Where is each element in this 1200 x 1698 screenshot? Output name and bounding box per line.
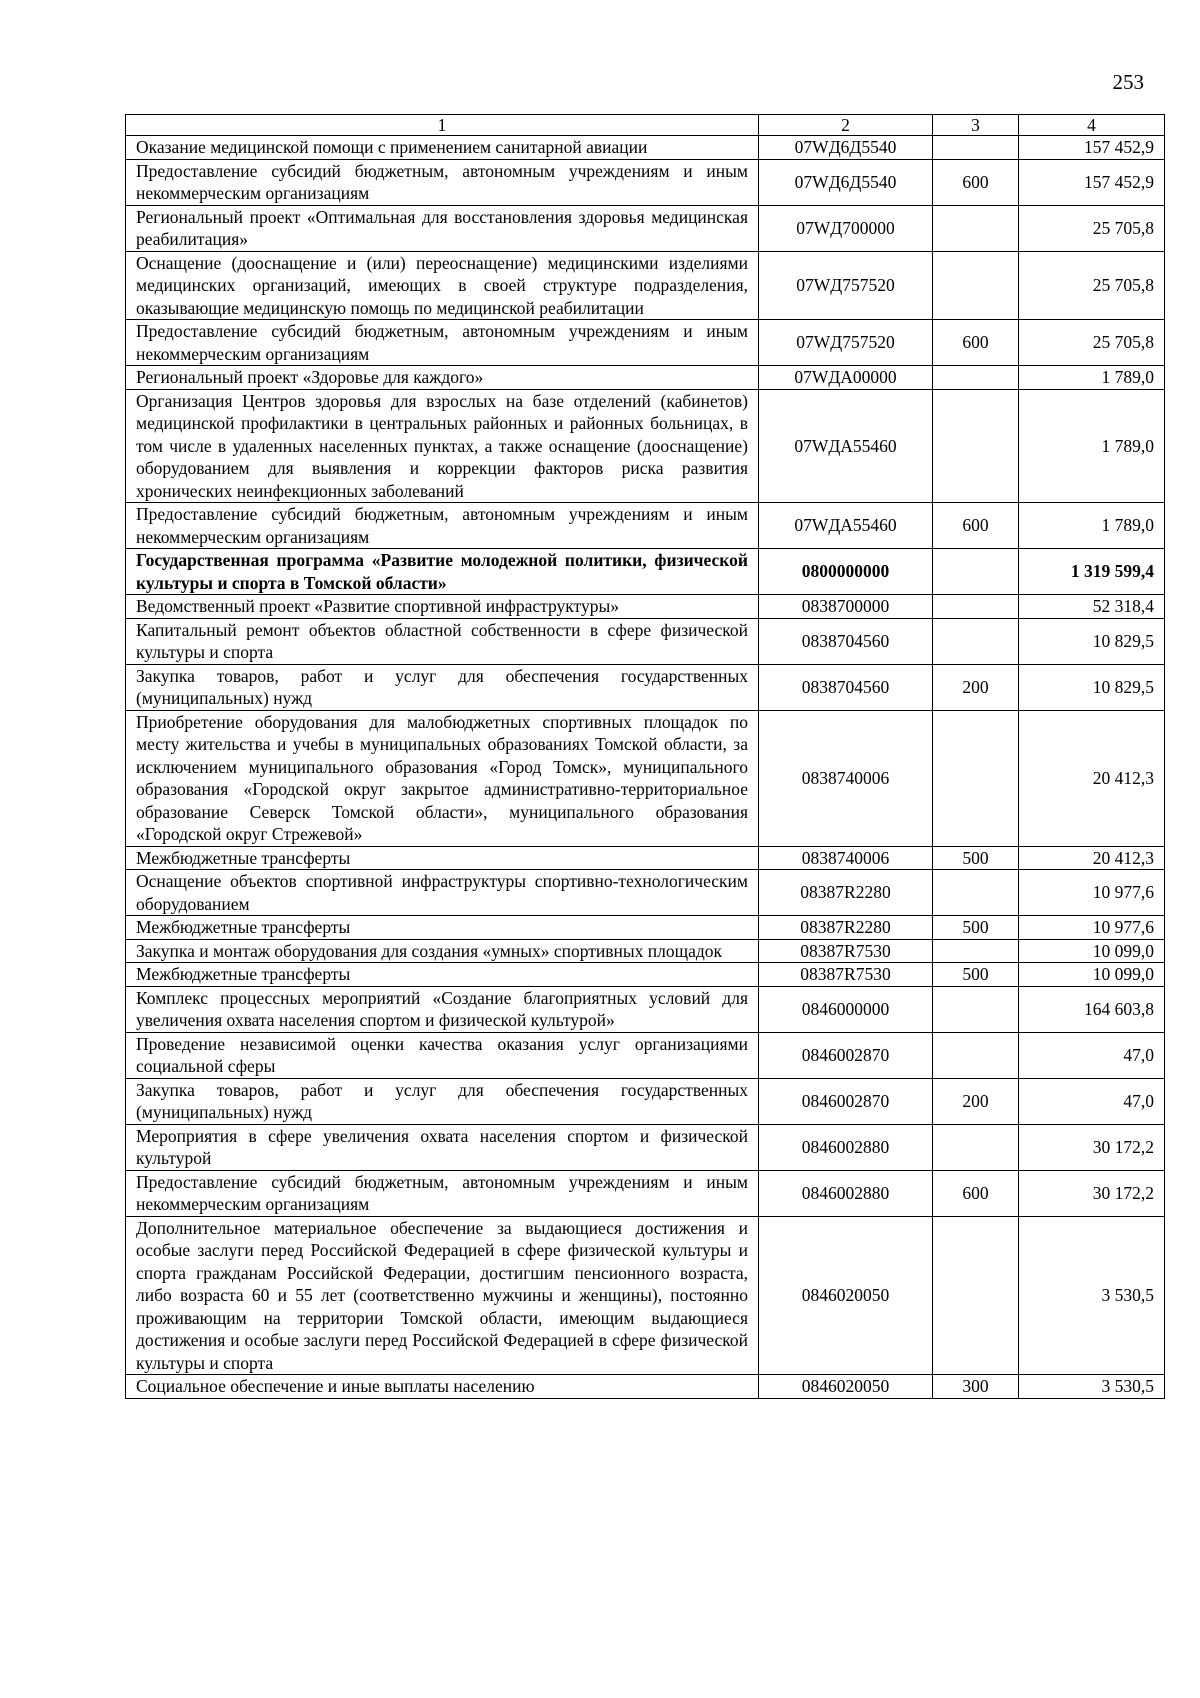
row-code-cell: 07WДА55460 bbox=[759, 503, 933, 549]
row-code-cell: 0846002880 bbox=[759, 1170, 933, 1216]
row-code-cell: 0846000000 bbox=[759, 986, 933, 1032]
row-name-cell: Предоставление субсидий бюджетным, автономным учреждениям и иным некоммерческим организациям bbox=[126, 159, 759, 205]
row-amount-cell: 10 099,0 bbox=[1019, 963, 1165, 987]
row-type-cell bbox=[933, 549, 1019, 595]
row-code-cell: 0846020050 bbox=[759, 1216, 933, 1375]
row-type-cell bbox=[933, 389, 1019, 503]
row-type-cell bbox=[933, 136, 1019, 160]
row-amount-cell: 1 789,0 bbox=[1019, 503, 1165, 549]
row-name-cell: Предоставление субсидий бюджетным, автономным учреждениям и иным некоммерческим организациям bbox=[126, 503, 759, 549]
row-type-cell bbox=[933, 595, 1019, 619]
row-name-cell: Межбюджетные трансферты bbox=[126, 916, 759, 940]
row-type-cell bbox=[933, 1216, 1019, 1375]
table-row bbox=[126, 389, 1165, 503]
row-type-cell: 600 bbox=[933, 503, 1019, 549]
row-type-cell: 500 bbox=[933, 963, 1019, 987]
row-type-cell bbox=[933, 1124, 1019, 1170]
row-name-cell: Государственная программа «Развитие молодежной политики, физической культуры и спорта в Томской области» bbox=[126, 549, 759, 595]
table-row bbox=[126, 320, 1165, 366]
row-type-cell: 600 bbox=[933, 1170, 1019, 1216]
table-row bbox=[126, 916, 1165, 940]
row-type-cell bbox=[933, 870, 1019, 916]
row-name-cell: Организация Центров здоровья для взрослых на базе отделений (кабинетов) медицинской профилактики в центральных районных и районных больницах, в том числе в удаленных населенных пунктах, а также оснащение (дооснащение) оборудованием для выявления и коррекции факторов риска развития хронических неинфекционных заболеваний bbox=[126, 389, 759, 503]
row-name-cell: Региональный проект «Оптимальная для восстановления здоровья медицинская реабилитация» bbox=[126, 205, 759, 251]
table-row bbox=[126, 205, 1165, 251]
row-name-cell: Дополнительное материальное обеспечение за выдающиеся достижения и особые заслуги перед Российской Федерацией в сфере физической культуры и спорта гражданам Российской Федерации, достигшим пенсионного возраста, либо возраста 60 и 55 лет (соответственно мужчины и женщины), постоянно проживающим на территории Томской области, имеющим выдающиеся достижения и особые заслуги перед Российской Федерацией в сфере физической культуры и спорта bbox=[126, 1216, 759, 1375]
row-amount-cell: 1 319 599,4 bbox=[1019, 549, 1165, 595]
row-amount-cell: 3 530,5 bbox=[1019, 1216, 1165, 1375]
row-code-cell: 0838740006 bbox=[759, 846, 933, 870]
row-name-cell: Ведомственный проект «Развитие спортивной инфраструктуры» bbox=[126, 595, 759, 619]
row-code-cell: 0846020050 bbox=[759, 1375, 933, 1399]
row-name-cell: Региональный проект «Здоровье для каждого» bbox=[126, 366, 759, 390]
row-amount-cell: 20 412,3 bbox=[1019, 710, 1165, 846]
row-type-cell bbox=[933, 710, 1019, 846]
table-row bbox=[126, 366, 1165, 390]
table-row bbox=[126, 986, 1165, 1032]
row-code-cell: 07WДА55460 bbox=[759, 389, 933, 503]
row-name-cell: Комплекс процессных мероприятий «Создание благоприятных условий для увеличения охвата населения спортом и физической культурой» bbox=[126, 986, 759, 1032]
table-row bbox=[126, 1170, 1165, 1216]
row-name-cell: Мероприятия в сфере увеличения охвата населения спортом и физической культурой bbox=[126, 1124, 759, 1170]
row-type-cell bbox=[933, 205, 1019, 251]
table-row bbox=[126, 503, 1165, 549]
row-amount-cell: 164 603,8 bbox=[1019, 986, 1165, 1032]
row-amount-cell: 157 452,9 bbox=[1019, 136, 1165, 160]
row-code-cell: 07WД700000 bbox=[759, 205, 933, 251]
table-row bbox=[126, 963, 1165, 987]
row-code-cell: 0846002870 bbox=[759, 1032, 933, 1078]
table-row bbox=[126, 846, 1165, 870]
row-code-cell: 0800000000 bbox=[759, 549, 933, 595]
row-type-cell: 500 bbox=[933, 916, 1019, 940]
row-name-cell: Оснащение объектов спортивной инфраструктуры спортивно-технологическим оборудованием bbox=[126, 870, 759, 916]
row-name-cell: Предоставление субсидий бюджетным, автономным учреждениям и иным некоммерческим организациям bbox=[126, 1170, 759, 1216]
table-header-row bbox=[126, 115, 1165, 136]
row-amount-cell: 25 705,8 bbox=[1019, 205, 1165, 251]
row-code-cell: 0838700000 bbox=[759, 595, 933, 619]
table-row bbox=[126, 1124, 1165, 1170]
table-row bbox=[126, 1216, 1165, 1375]
row-amount-cell: 47,0 bbox=[1019, 1078, 1165, 1124]
row-amount-cell: 25 705,8 bbox=[1019, 320, 1165, 366]
row-type-cell: 200 bbox=[933, 1078, 1019, 1124]
row-amount-cell: 157 452,9 bbox=[1019, 159, 1165, 205]
row-name-cell: Межбюджетные трансферты bbox=[126, 846, 759, 870]
row-code-cell: 0838740006 bbox=[759, 710, 933, 846]
row-amount-cell: 30 172,2 bbox=[1019, 1170, 1165, 1216]
row-name-cell: Оказание медицинской помощи с применением санитарной авиации bbox=[126, 136, 759, 160]
row-code-cell: 07WД6Д5540 bbox=[759, 159, 933, 205]
table-row bbox=[126, 870, 1165, 916]
row-name-cell: Приобретение оборудования для малобюджетных спортивных площадок по месту жительства и учебы в муниципальных образованиях Томской области, за исключением муниципального образования «Город Томск», муниципального образования «Городской округ закрытое административно-территориальное образование Северск Томской области», муниципального образования «Городской округ Стрежевой» bbox=[126, 710, 759, 846]
row-name-cell: Закупка товаров, работ и услуг для обеспечения государственных (муниципальных) нужд bbox=[126, 664, 759, 710]
row-amount-cell: 20 412,3 bbox=[1019, 846, 1165, 870]
row-name-cell: Социальное обеспечение и иные выплаты населению bbox=[126, 1375, 759, 1399]
row-type-cell bbox=[933, 366, 1019, 390]
row-code-cell: 07WД757520 bbox=[759, 251, 933, 320]
table-row bbox=[126, 251, 1165, 320]
row-code-cell: 08387R2280 bbox=[759, 870, 933, 916]
column-header-1: 1 bbox=[126, 115, 759, 136]
table-row bbox=[126, 939, 1165, 963]
table-row bbox=[126, 549, 1165, 595]
row-code-cell: 07WД757520 bbox=[759, 320, 933, 366]
row-type-cell bbox=[933, 618, 1019, 664]
table-row bbox=[126, 664, 1165, 710]
row-name-cell: Проведение независимой оценки качества оказания услуг организациями социальной сферы bbox=[126, 1032, 759, 1078]
row-amount-cell: 25 705,8 bbox=[1019, 251, 1165, 320]
table-row bbox=[126, 618, 1165, 664]
table-row bbox=[126, 1375, 1165, 1399]
row-type-cell: 500 bbox=[933, 846, 1019, 870]
row-amount-cell: 1 789,0 bbox=[1019, 389, 1165, 503]
row-code-cell: 07WД6Д5540 bbox=[759, 136, 933, 160]
table-row bbox=[126, 595, 1165, 619]
row-amount-cell: 30 172,2 bbox=[1019, 1124, 1165, 1170]
row-amount-cell: 10 977,6 bbox=[1019, 916, 1165, 940]
table-row bbox=[126, 1032, 1165, 1078]
row-code-cell: 08387R7530 bbox=[759, 963, 933, 987]
row-name-cell: Закупка и монтаж оборудования для создания «умных» спортивных площадок bbox=[126, 939, 759, 963]
row-name-cell: Предоставление субсидий бюджетным, автономным учреждениям и иным некоммерческим организациям bbox=[126, 320, 759, 366]
row-amount-cell: 10 977,6 bbox=[1019, 870, 1165, 916]
column-header-3: 3 bbox=[933, 115, 1019, 136]
row-name-cell: Капитальный ремонт объектов областной собственности в сфере физической культуры и спорта bbox=[126, 618, 759, 664]
row-type-cell: 300 bbox=[933, 1375, 1019, 1399]
row-amount-cell: 10 099,0 bbox=[1019, 939, 1165, 963]
row-code-cell: 0846002870 bbox=[759, 1078, 933, 1124]
table-row bbox=[126, 1078, 1165, 1124]
row-amount-cell: 10 829,5 bbox=[1019, 618, 1165, 664]
row-code-cell: 08387R7530 bbox=[759, 939, 933, 963]
row-type-cell: 600 bbox=[933, 320, 1019, 366]
table-row bbox=[126, 136, 1165, 160]
row-amount-cell: 10 829,5 bbox=[1019, 664, 1165, 710]
row-code-cell: 0838704560 bbox=[759, 618, 933, 664]
table-row bbox=[126, 159, 1165, 205]
row-type-cell: 600 bbox=[933, 159, 1019, 205]
page-number: 253 bbox=[1112, 70, 1144, 94]
row-code-cell: 0838704560 bbox=[759, 664, 933, 710]
row-amount-cell: 52 318,4 bbox=[1019, 595, 1165, 619]
row-type-cell bbox=[933, 1032, 1019, 1078]
table-row bbox=[126, 710, 1165, 846]
row-name-cell: Оснащение (дооснащение и (или) переоснащение) медицинскими изделиями медицинских организаций, имеющих в своей структуре подразделения, оказывающие медицинскую помощь по медицинской реабилитации bbox=[126, 251, 759, 320]
row-type-cell bbox=[933, 251, 1019, 320]
row-amount-cell: 1 789,0 bbox=[1019, 366, 1165, 390]
row-type-cell: 200 bbox=[933, 664, 1019, 710]
row-code-cell: 0846002880 bbox=[759, 1124, 933, 1170]
row-name-cell: Межбюджетные трансферты bbox=[126, 963, 759, 987]
row-name-cell: Закупка товаров, работ и услуг для обеспечения государственных (муниципальных) нужд bbox=[126, 1078, 759, 1124]
column-header-4: 4 bbox=[1019, 115, 1165, 136]
row-amount-cell: 3 530,5 bbox=[1019, 1375, 1165, 1399]
column-header-2: 2 bbox=[759, 115, 933, 136]
row-amount-cell: 47,0 bbox=[1019, 1032, 1165, 1078]
row-type-cell bbox=[933, 939, 1019, 963]
row-code-cell: 07WДА00000 bbox=[759, 366, 933, 390]
row-code-cell: 08387R2280 bbox=[759, 916, 933, 940]
row-type-cell bbox=[933, 986, 1019, 1032]
budget-table bbox=[125, 114, 1165, 1399]
